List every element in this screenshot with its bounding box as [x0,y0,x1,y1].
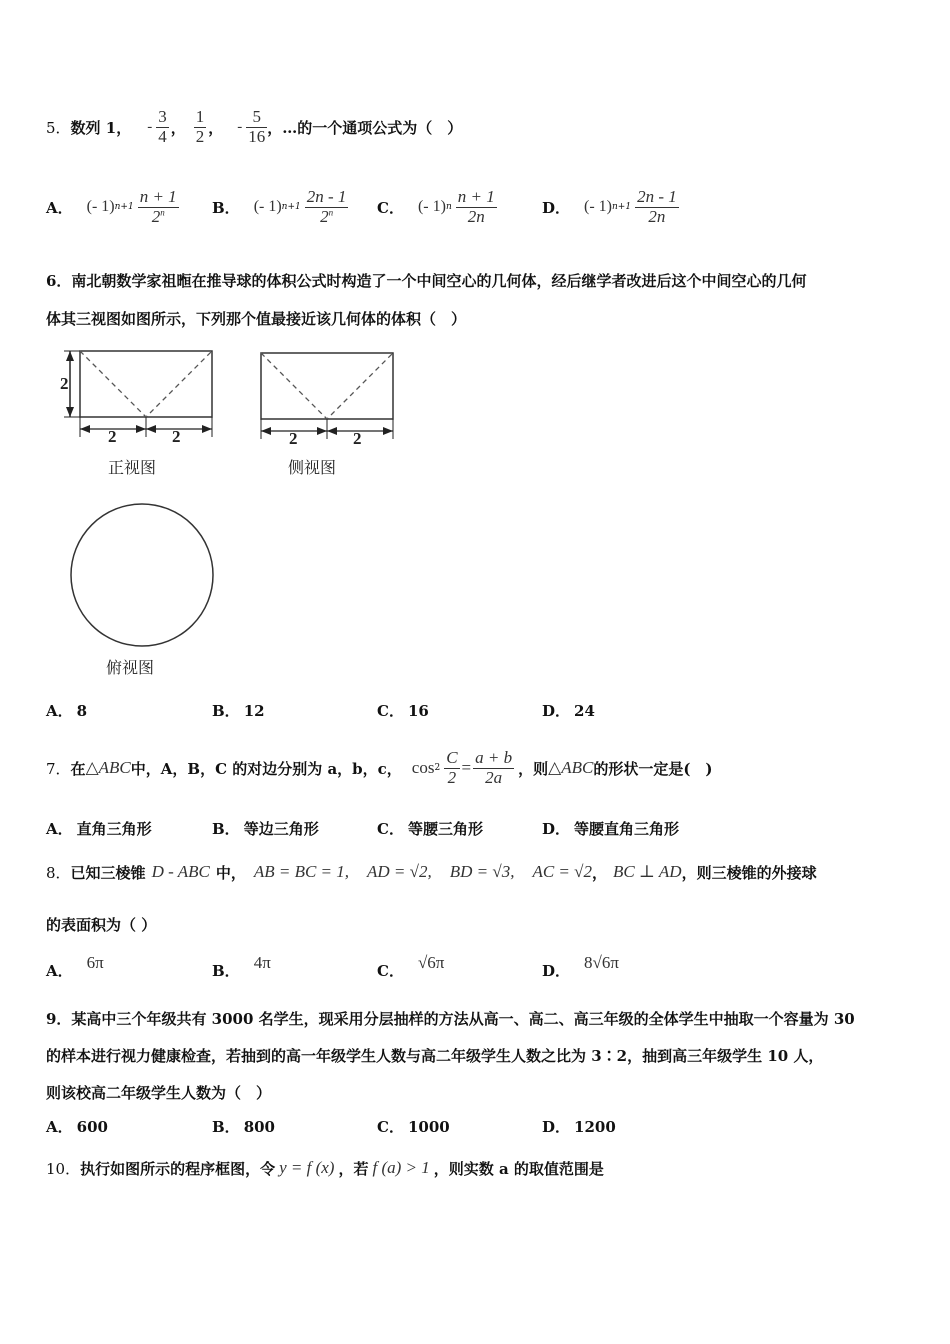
q8-text-3: ， [591,863,607,882]
q6-three-view-figure [50,345,470,685]
q5-text-a: 数列 1， [70,118,132,137]
q5-option-a[interactable] [46,188,179,226]
front-left-label: 2 [108,427,117,446]
side-view-caption: 侧视图 [288,458,337,477]
q6-line-1: 6．南北朝数学家祖暅在推导球的体积公式时构造了一个中间空心的几何体，经后继学者改进后这个中间空心的几何 [46,272,807,290]
q7-option-label: D． [542,820,571,838]
q8-number: 8． [46,863,71,882]
q5-option-c[interactable] [377,188,497,226]
q10-text-3: ，则实数 a 的取值范围是 [433,1159,604,1178]
q5-option-coef: (- 1) [417,198,446,216]
q8-text-2: 中， [215,863,246,882]
top-view-circle [71,504,213,646]
q7-text-2: 中，A，B，C 的对边分别为 a，b，c， [130,759,402,778]
front-right-label: 2 [172,427,181,446]
side-view-dashed-v [261,353,393,419]
q5-option-exp: n+1 [612,202,632,213]
q8-stem [46,856,817,888]
q5-number: 5． [46,118,71,137]
q5-fraction-1: $\frac{3}{4}$ [158,106,167,146]
q8-option-label: C． [377,962,404,980]
q5-option-b[interactable] [212,188,348,226]
q8-option-value: 6π [86,952,104,972]
q7-option-label: A． [46,820,73,838]
q6-option-value: 24 [574,701,595,720]
q9-option-value: 1200 [574,1117,616,1136]
q5-option-fraction: $\frac{n + 1}{2n}$ [457,187,495,226]
q8-math-perp: BC ⊥ AD [613,862,682,881]
q9-option-value: 1000 [407,1117,450,1136]
q8-option-value: √6π [417,952,445,972]
q6-line-2: 体其三视图如图所示，下列那个值最接近该几何体的体积（ ） [46,310,467,328]
q8-option-value: 4π [253,952,271,972]
q10-text-2: ，若 [338,1159,369,1178]
q9-option-c[interactable] [377,1116,450,1137]
q9-option-a[interactable] [46,1116,108,1137]
q7-option-value: 等边三角形 [243,820,319,838]
side-right-label: 2 [353,429,362,448]
front-view-caption: 正视图 [108,458,157,477]
q6-option-label: A． [46,702,73,720]
q8-option-b[interactable] [212,952,271,981]
q9-option-label: B． [212,1118,240,1136]
q7-text-4: 的形状一定是( ) [593,759,713,778]
q7-option-value: 等腰直角三角形 [574,820,680,838]
q7-fraction-1: $\frac{C}{2}$ [446,747,458,787]
q8-option-a[interactable] [46,952,104,981]
side-left-label: 2 [289,429,298,448]
q9-option-d[interactable] [542,1116,616,1137]
q9-option-label: A． [46,1118,73,1136]
q7-number: 7． [46,759,71,778]
q5-option-exp: n+1 [114,202,134,213]
q5-stem: 5． 数列 1， - $\frac{3}{4}$ ， $\frac{1}{2}$ ， - $\frac{5}{16}$ ，…的一个通项公式为（ ） [46,106,463,146]
q8-math-ac: AC = √2 [532,862,592,881]
q6-option-label: B． [212,702,240,720]
q8-option-d[interactable] [542,952,619,981]
q8-option-c[interactable] [377,952,445,981]
q7-text-3: ，则 [518,759,549,778]
q7-equals: = [461,758,472,777]
q10-number: 10． [46,1159,81,1178]
front-height-label: 2 [60,374,69,393]
q7-option-d[interactable] [542,818,679,839]
q10-stem [46,1152,604,1184]
q8-math-ab-bc: AB = BC = 1, [253,862,350,881]
q8-math-bd: BD = √3, [449,862,515,881]
q5-option-fraction: $\frac{2n - 1}{2n}$ [637,187,677,226]
q5-option-fraction: $\frac{n + 1}{2^n}$ [139,187,177,226]
q5-text-b: ，…的一个通项公式为（ ） [267,118,463,137]
q7-option-value: 等腰三角形 [407,820,483,838]
top-view-caption: 俯视图 [106,658,155,677]
q5-option-label: D． [542,198,571,217]
q5-f3-sign: - [237,118,243,135]
q8-math-ad: AD = √2, [367,862,432,881]
q5-option-d[interactable] [542,188,679,226]
q5-option-fraction: $\frac{2n - 1}{2^n}$ [306,187,347,226]
q9-option-label: C． [377,1118,404,1136]
q7-triangle-1: △ABC [85,758,131,777]
q6-option-label: D． [542,702,571,720]
q7-option-label: B． [212,820,240,838]
q10-math-fa: f (a) > 1 [372,1158,430,1177]
q6-option-value: 8 [76,701,88,720]
q5-option-label: A． [46,198,73,217]
front-view-dashed-v [80,351,212,417]
q7-triangle-2: △ABC [548,758,594,777]
q9-option-value: 600 [76,1117,108,1136]
q6-option-value: 12 [243,701,265,720]
q10-math-y-fx: y = f (x) [279,1158,335,1177]
q6-option-value: 16 [407,701,429,720]
q10-text-1: 执行如图所示的程序框图，令 [80,1159,276,1178]
q7-option-label: C． [377,820,404,838]
q5-fraction-2: $\frac{1}{2}$ [195,106,205,146]
q5-f1-sign: - [147,118,153,135]
q8-text-4: ，则三棱锥的外接球 [681,863,817,882]
q7-text-1: 在 [70,759,86,778]
q6-option-b[interactable] [212,700,265,721]
q9-line-1: 9．某高中三个年级共有 3000 名学生，现采用分层抽样的方法从高一、高二、高三年级的全体学生中抽取一个容量为 30 [46,1010,855,1028]
q7-option-b[interactable] [212,818,319,839]
q8-text-1: 已知三棱锥 [70,863,146,882]
side-view-rect [261,353,393,419]
q8-option-label: A． [46,962,73,980]
q7-option-value: 直角三角形 [76,820,152,838]
q7-cos: cos [411,758,435,777]
q9-line-2: 的样本进行视力健康检查，若抽到的高一年级学生人数与高二年级学生人数之比为 3∶2，抽到高三年级学生 10 人， [46,1047,824,1065]
q9-option-label: D． [542,1118,571,1136]
q7-fraction-2: $\frac{a + b}{2a}$ [475,747,513,787]
front-view-rect [80,351,212,417]
q7-option-a[interactable] [46,818,152,839]
q9-line-3: 则该校高二年级学生人数为（ ） [46,1084,272,1102]
q8-option-label: D． [542,962,571,980]
q6-option-label: C． [377,702,404,720]
q5-option-label: C． [377,198,404,217]
q5-option-exp: n+1 [281,202,301,213]
q5-fraction-3: $\frac{5}{16}$ [248,106,266,146]
q5-option-label: B． [212,198,240,217]
q8-option-label: B． [212,962,240,980]
q7-cos-exp: 2 [434,763,441,773]
q8-option-value: 8√6π [584,952,619,972]
q7-stem [46,744,713,792]
q7-option-c[interactable] [377,818,483,839]
q8-line-2: 的表面积为（ ） [46,916,157,934]
q6-option-c[interactable] [377,700,429,721]
q6-option-a[interactable] [46,700,87,721]
q9-option-b[interactable] [212,1116,275,1137]
q8-math-pyramid: D - ABC [151,862,210,881]
q5-option-coef: (- 1) [584,198,612,216]
q5-option-coef: (- 1) [86,198,115,216]
q6-option-d[interactable] [542,700,595,721]
q5-option-exp: n [445,202,452,213]
q5-option-coef: (- 1) [253,198,282,216]
q9-option-value: 800 [243,1117,275,1136]
